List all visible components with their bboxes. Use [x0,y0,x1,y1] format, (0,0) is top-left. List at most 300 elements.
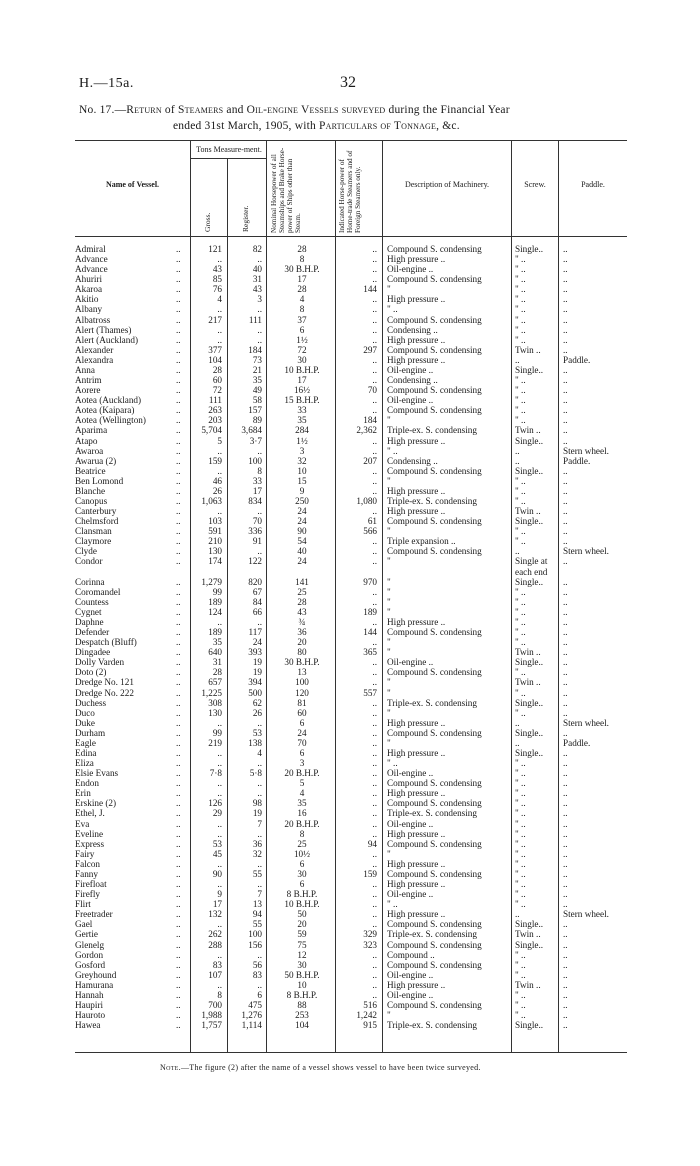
table-row [0,1020,700,1030]
nominal-hp: 4 [299,788,305,799]
table-row [0,647,700,657]
indicated-hp: 970 [363,576,377,587]
register-tons: .. [257,879,262,890]
machinery-description: Compound S. condensing [387,919,482,930]
gross-tons: 4 [217,294,222,305]
indicated-hp: .. [372,768,377,779]
leader-dots: .. [176,244,181,254]
machinery-description: " .. [387,445,398,456]
screw-type: " .. [515,264,526,275]
paddle-type: Stern wheel. [563,546,609,557]
register-tons: 7 [257,889,262,900]
register-tons: 3·7 [249,435,262,446]
nominal-hp: 8 [299,828,305,839]
leader-dots: .. [176,969,181,980]
paddle-type: .. [563,375,568,386]
register-tons: .. [257,717,262,728]
nominal-hp: 17 [297,375,307,386]
machinery-description: Triple-ex. S. condensing [387,425,477,436]
nominal-hp: 36 [297,627,307,638]
machinery-description: Triple-ex. S. condensing [387,496,477,506]
leader-dots: .. [176,818,181,829]
vessel-name: Hauroto [75,1010,106,1021]
gross-tons: 35 [212,637,222,648]
title-part: Return [126,104,162,116]
nominal-hp: 75 [297,939,307,950]
machinery-description: Triple-ex. S. condensing [387,697,477,708]
paddle-type: .. [563,314,568,325]
leader-dots: .. [176,364,181,375]
screw-type: Single.. [515,1020,544,1031]
nominal-hp: 253 [295,1010,309,1021]
gross-tons: .. [217,879,222,890]
leader-dots: .. [176,879,181,890]
indicated-hp: .. [372,879,377,890]
table-row [0,738,700,748]
leader-dots: .. [176,989,181,1000]
register-tons: .. [257,506,262,517]
gross-tons: .. [217,506,222,517]
nominal-hp: 120 [295,687,309,698]
screw-type: " .. [515,475,526,486]
indicated-hp: .. [372,808,377,819]
screw-type: " .. [515,1010,526,1021]
gross-tons: 203 [208,415,222,426]
table-title-line-1 [79,104,619,116]
screw-type: " .. [515,808,526,819]
screw-type: " .. [515,284,526,295]
indicated-hp: .. [372,919,377,930]
register-tons: .. [257,334,262,345]
screw-type: " .. [515,606,526,617]
paddle-type: .. [563,304,568,315]
table-row [0,335,700,345]
indicated-hp: 1,242 [356,1010,377,1021]
table-row [0,829,700,839]
register-tons: .. [257,858,262,869]
indicated-hp: .. [372,979,377,990]
gross-tons: 189 [208,627,222,638]
machinery-description: Triple-ex. S. condensing [387,929,477,940]
machinery-description: " [387,1010,391,1021]
screw-type: " .. [515,274,526,285]
screw-type: Single.. [515,576,544,587]
paddle-type: .. [563,697,568,708]
indicated-hp: .. [372,909,377,920]
nominal-hp: 20 [297,919,307,930]
vessel-name: Ben Lomond [75,475,124,486]
gross-tons: 130 [208,707,222,718]
table-row [0,819,700,829]
vessel-name: Edina [75,748,97,758]
register-tons: 32 [252,848,262,859]
leader-dots: .. [176,596,181,607]
table-row [0,627,700,637]
vessel-name: Hawea [75,1020,101,1031]
table-row [0,980,700,990]
register-tons: 7 [257,818,262,829]
indicated-hp: .. [372,858,377,869]
nominal-hp: 9 [299,485,305,496]
nominal-hp: 25 [297,586,307,597]
nominal-hp: 35 [297,798,307,809]
vessel-name: Beatrice [75,465,106,476]
indicated-hp: .. [372,556,377,567]
table-row [0,667,700,677]
table-footnote [160,1063,481,1072]
table-row [0,960,700,970]
machinery-description: " [387,606,391,617]
register-tons: .. [257,828,262,839]
gross-tons: 132 [208,909,222,920]
register-tons: .. [257,788,262,799]
indicated-hp: .. [372,445,377,456]
indicated-hp: .. [372,274,377,285]
vessel-name: Aotea (Kaipara) [75,405,135,416]
gross-tons: .. [217,304,222,315]
gross-tons: 29 [212,808,222,819]
gross-tons: 591 [208,526,222,537]
machinery-description: Compound S. condensing [387,959,482,970]
note-label: Note. [160,1063,181,1072]
indicated-hp: .. [372,375,377,386]
nominal-hp: 30 [297,354,307,365]
table-row [0,839,700,849]
register-tons: 3,684 [241,425,262,436]
register-tons: 17 [252,485,262,496]
paddle-type: .. [563,838,568,849]
table-row [0,436,700,446]
leader-dots: .. [176,959,181,970]
paddle-type: Stern wheel. [563,909,609,920]
screw-type: " .. [515,989,526,1000]
table-row [0,264,700,274]
nominal-hp: 10 B.H.P. [284,364,320,375]
gross-tons: 107 [208,969,222,980]
indicated-hp: .. [372,354,377,365]
vessel-name: Dolly Varden [75,657,125,668]
leader-dots: .. [176,274,181,285]
nominal-hp: 12 [297,949,307,960]
register-tons: 117 [248,627,262,638]
register-tons: 19 [252,667,262,678]
leader-dots: .. [176,657,181,668]
vessel-name: Alert (Thames) [75,324,132,335]
leader-dots: .. [176,828,181,839]
gross-tons: 263 [208,405,222,416]
vessel-name: Antrim [75,375,102,386]
gross-tons: 210 [208,536,222,547]
machinery-description: High pressure .. [387,294,446,305]
paddle-type: Paddle. [563,737,591,748]
table-top-rule [75,140,627,141]
vessel-name: Eliza [75,758,94,769]
nominal-hp: 10 [297,465,307,476]
leader-dots: .. [176,586,181,597]
screw-type: Single at [515,556,548,567]
indicated-hp: .. [372,657,377,668]
vessel-name: Awarua (2) [75,455,117,466]
vessel-name: Aotea (Auckland) [75,395,142,406]
vessel-name: Ethel, J. [75,808,105,819]
vessel-name: Flirt [75,899,91,910]
screw-type: " .. [515,889,526,900]
leader-dots: .. [176,627,181,638]
register-tons: 394 [248,677,262,688]
gross-tons: .. [217,979,222,990]
paddle-type: .. [563,929,568,940]
indicated-hp: .. [372,314,377,325]
register-tons: 500 [248,687,262,698]
gross-tons: 8 [217,989,222,1000]
vessel-name: Alert (Auckland) [75,334,139,345]
indicated-hp: .. [372,717,377,728]
paddle-type: .. [563,465,568,476]
nominal-hp: 90 [297,526,307,537]
gross-tons: 53 [212,838,222,849]
leader-dots: .. [176,496,181,506]
vessel-name: Albany [75,304,103,315]
paddle-type: .. [563,667,568,678]
register-tons: 475 [248,1000,262,1010]
vessel-name: Claymore [75,536,112,547]
table-row [0,919,700,929]
indicated-hp: 70 [367,385,377,396]
gross-tons: 308 [208,697,222,708]
register-tons: 43 [252,284,262,295]
gross-tons: 5 [217,435,222,446]
screw-type: " .. [515,586,526,597]
gross-tons: 159 [208,455,222,466]
leader-dots: .. [176,929,181,940]
register-tons: 33 [252,475,262,486]
paddle-type: .. [563,788,568,799]
gross-tons: .. [217,919,222,930]
table-row [0,688,700,698]
machinery-description: " [387,737,391,748]
paddle-type: .. [563,687,568,698]
paddle-type: .. [563,344,568,355]
screw-type: " .. [515,687,526,698]
screw-type: " .. [515,485,526,496]
gross-tons: .. [217,788,222,799]
leader-dots: .. [176,485,181,496]
indicated-hp: .. [372,707,377,718]
paddle-type: .. [563,707,568,718]
register-tons: 82 [252,244,262,254]
paddle-type: .. [563,526,568,537]
paddle-type: Stern wheel. [563,717,609,728]
nominal-hp: ¾ [298,616,306,627]
gross-tons: 72 [212,385,222,396]
column-header-screw: Screw. [524,180,546,189]
paddle-type: .. [563,506,568,517]
nominal-hp: 20 [297,637,307,648]
nominal-hp: 50 B.H.P. [284,969,320,980]
paddle-type: .. [563,496,568,506]
leader-dots: .. [176,425,181,436]
indicated-hp: .. [372,435,377,446]
paddle-type: .. [563,475,568,486]
register-tons: .. [257,616,262,627]
column-header-tons: Tons Measure-ment. [196,145,262,154]
register-tons: 834 [248,496,262,506]
screw-type: Twin .. [515,425,541,436]
leader-dots: .. [176,788,181,799]
screw-type: " .. [515,334,526,345]
indicated-hp: .. [372,395,377,406]
screw-type: " .. [515,667,526,678]
table-row [0,1000,700,1010]
screw-type: Single.. [515,364,544,375]
register-tons: 66 [252,606,262,617]
nominal-hp: 80 [297,647,307,658]
machinery-description: Compound S. condensing [387,344,482,355]
machinery-description: " [387,596,391,607]
machinery-description: " [387,707,391,718]
table-row [0,597,700,607]
table-row [0,637,700,647]
nominal-hp: 13 [297,667,307,678]
gross-tons: 1,063 [201,496,222,506]
table-row [0,617,700,627]
register-tons: 24 [252,637,262,648]
register-tons: 70 [252,516,262,527]
screw-type: .. [515,354,520,365]
vessel-name: Dredge No. 222 [75,687,134,698]
nominal-hp: 8 [299,254,305,265]
indicated-hp: 184 [363,415,377,426]
nominal-hp: 100 [295,677,309,688]
nominal-hp: 30 B.H.P. [284,264,320,275]
gross-tons: 288 [208,939,222,950]
machinery-description: Compound S. condensing [387,465,482,476]
leader-dots: .. [176,516,181,527]
vessel-name: Alexander [75,344,114,355]
paddle-type: .. [563,274,568,285]
paddle-type: .. [563,576,568,587]
gross-tons: .. [217,758,222,769]
paddle-type: .. [563,364,568,375]
table-row [0,859,700,869]
machinery-description: " [387,647,391,658]
screw-type: Twin .. [515,677,541,688]
gross-tons: .. [217,616,222,627]
vessel-name: Anna [75,364,95,375]
vessel-name: Coromandel [75,586,121,597]
indicated-hp: 207 [363,455,377,466]
paddle-type: .. [563,949,568,960]
nominal-hp: 59 [297,929,307,940]
gross-tons: .. [217,828,222,839]
leader-dots: .. [176,606,181,617]
register-tons: 184 [248,344,262,355]
nominal-hp: 20 B.H.P. [284,818,320,829]
vessel-name: Advance [75,254,108,265]
gross-tons: .. [217,324,222,335]
vessel-name: Gael [75,919,93,930]
register-tons: 156 [248,939,262,950]
indicated-hp: 2,362 [356,425,377,436]
paddle-type: .. [563,294,568,305]
vessel-name: Endon [75,778,99,789]
register-tons: .. [257,304,262,315]
leader-dots: .. [176,405,181,416]
machinery-description: Compound S. condensing [387,385,482,396]
screw-type: Single.. [515,657,544,668]
vessel-name: Duchess [75,697,107,708]
gross-tons: 5,704 [201,425,222,436]
table-row [0,546,700,556]
gross-tons: 76 [212,284,222,295]
paddle-type: .. [563,264,568,275]
register-tons: 336 [248,526,262,537]
leader-dots: .. [176,768,181,779]
vessel-name: Aotea (Wellington) [75,415,146,426]
screw-type: " .. [515,949,526,960]
leader-dots: .. [176,899,181,910]
title-part: and [223,104,247,116]
table-row [0,889,700,899]
nominal-hp: 1½ [296,334,308,345]
nominal-hp: 30 B.H.P. [284,657,320,668]
leader-dots: .. [176,1000,181,1010]
vessel-name: Awaroa [75,445,104,456]
leader-dots: .. [176,707,181,718]
table-row [0,879,700,889]
gross-tons: 640 [208,647,222,658]
table-row [0,325,700,335]
vessel-name: Eveline [75,828,104,839]
screw-type: " .. [515,858,526,869]
vessel-name: Haupiri [75,1000,104,1010]
gross-tons: 46 [212,475,222,486]
nominal-hp: 72 [297,344,307,355]
nominal-hp: 1½ [296,435,308,446]
nominal-hp: 25 [297,838,307,849]
screw-type: Twin .. [515,979,541,990]
register-tons: .. [257,445,262,456]
leader-dots: .. [176,717,181,728]
gross-tons: 217 [208,314,222,325]
screw-type: " .. [515,768,526,779]
nominal-hp: 284 [295,425,309,436]
nominal-hp: 10½ [293,848,311,859]
machinery-description: Condensing .. [387,455,438,466]
nominal-hp: 32 [297,455,307,466]
gross-tons: 60 [212,375,222,386]
screw-type: " .. [515,637,526,648]
machinery-description: Compound S. condensing [387,727,482,738]
register-tons: 6 [257,989,262,1000]
nominal-hp: 88 [297,1000,307,1010]
register-tons: 8 [257,465,262,476]
leader-dots: .. [176,637,181,648]
machinery-description: Triple-ex. S. condensing [387,808,477,819]
gross-tons: 124 [208,606,222,617]
vessel-name: Canterbury [75,506,117,517]
leader-dots: .. [176,576,181,587]
machinery-description: Compound S. condensing [387,244,482,254]
paddle-type: .. [563,606,568,617]
table-row [0,345,700,355]
nominal-hp: 30 [297,959,307,970]
screw-type: " .. [515,616,526,627]
register-tons: 55 [252,919,262,930]
screw-type: " .. [515,848,526,859]
gross-tons: 43 [212,264,222,275]
screw-type: " .. [515,526,526,537]
